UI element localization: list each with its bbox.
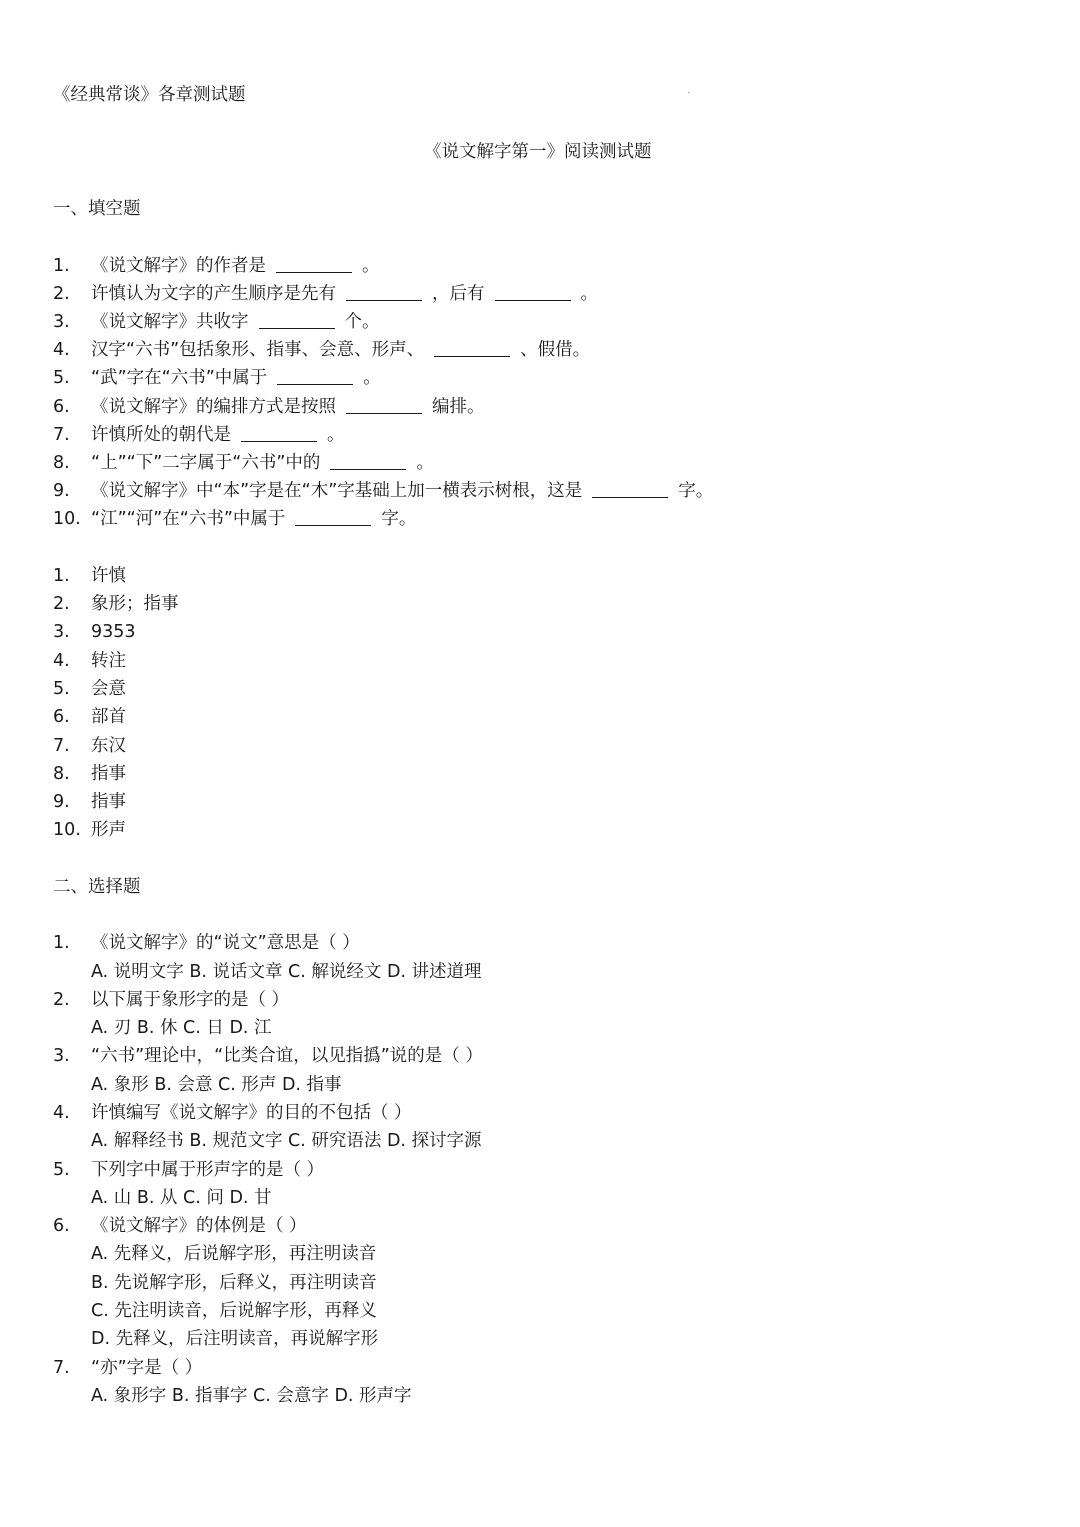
answer-item xyxy=(53,794,126,812)
answer-number: 3. xyxy=(53,622,70,642)
fill-question xyxy=(53,455,434,473)
question-number: 3. xyxy=(53,312,70,332)
question-text: 许慎认为文字的产生顺序是先有 xyxy=(91,284,336,304)
answer-number: 8. xyxy=(53,764,70,784)
question-number: 6. xyxy=(53,1216,70,1236)
answer-number: 4. xyxy=(53,651,70,671)
answer-blank[interactable] xyxy=(592,483,668,498)
choice-question xyxy=(53,1360,202,1378)
answer-text: 象形；指事 xyxy=(91,594,179,614)
question-text: 《说文解字》共收字 xyxy=(91,312,249,332)
answer-blank[interactable] xyxy=(295,511,371,526)
question-number: 8. xyxy=(53,453,70,473)
question-text-end: 。 xyxy=(363,368,381,388)
answer-item xyxy=(53,624,136,642)
answer-item xyxy=(53,681,126,699)
question-text: 下列字中属于形声字的是（ ） xyxy=(91,1160,325,1180)
answer-text: 东汉 xyxy=(91,736,126,756)
question-number: 2. xyxy=(53,990,70,1010)
answer-blank[interactable] xyxy=(434,342,510,357)
question-number: 5. xyxy=(53,1160,70,1180)
fill-question xyxy=(53,286,598,304)
question-text-end: 、假借。 xyxy=(520,340,591,360)
question-number: 2. xyxy=(53,284,70,304)
answer-number: 6. xyxy=(53,707,70,727)
answer-text: 会意 xyxy=(91,679,126,699)
question-text: “亦”字是（ ） xyxy=(91,1358,203,1378)
choice-heading: 二、选择题 xyxy=(53,877,141,897)
choice-question xyxy=(53,1162,324,1180)
stray-mark xyxy=(688,92,689,93)
answer-number: 9. xyxy=(53,792,70,812)
question-number: 10. xyxy=(53,509,81,529)
choice-options: A. 解释经书 B. 规范文字 C. 研究语法 D. 探讨字源 xyxy=(91,1131,482,1151)
fill-heading: 一、填空题 xyxy=(53,199,141,219)
question-text: “武”字在“六书”中属于 xyxy=(91,368,268,388)
question-number: 9. xyxy=(53,481,70,501)
answer-item xyxy=(53,653,126,671)
question-text-end: 字。 xyxy=(381,509,417,529)
answer-number: 7. xyxy=(53,736,70,756)
answer-blank[interactable] xyxy=(259,314,335,329)
question-number: 5. xyxy=(53,368,70,388)
answer-blank[interactable] xyxy=(495,286,571,301)
question-number: 3. xyxy=(53,1046,70,1066)
answer-item xyxy=(53,596,179,614)
question-number: 7. xyxy=(53,425,70,445)
question-text-end: 字。 xyxy=(678,481,714,501)
section-title: 《说文解字第一》阅读测试题 xyxy=(424,142,652,162)
question-text-end: 编排。 xyxy=(432,397,485,417)
choice-options: A. 山 B. 从 C. 问 D. 甘 xyxy=(91,1188,272,1208)
choice-option: A. 先释义，后说解字形，再注明读音 xyxy=(91,1244,377,1264)
answer-item xyxy=(53,766,126,784)
question-text: 汉字“六书”包括象形、指事、会意、形声、 xyxy=(91,340,425,360)
answer-blank[interactable] xyxy=(276,258,352,273)
question-number: 1. xyxy=(53,933,70,953)
answer-item xyxy=(53,709,126,727)
question-number: 1. xyxy=(53,256,70,276)
question-text-mid: ，后有 xyxy=(432,284,485,304)
answer-item xyxy=(53,568,126,586)
answer-number: 1. xyxy=(53,566,70,586)
question-text: 《说文解字》的体例是（ ） xyxy=(91,1216,307,1236)
choice-option: B. 先说解字形，后释义，再注明读音 xyxy=(91,1273,377,1293)
fill-question xyxy=(53,258,380,276)
answer-number: 5. xyxy=(53,679,70,699)
question-text: 《说文解字》中“本”字是在“木”字基础上加一横表示树根，这是 xyxy=(91,481,583,501)
question-text: 许慎编写《说文解字》的目的不包括（ ） xyxy=(91,1103,412,1123)
answer-text: 部首 xyxy=(91,707,126,727)
question-text: 《说文解字》的“说文”意思是（ ） xyxy=(91,933,360,953)
answer-blank[interactable] xyxy=(277,370,353,385)
choice-question xyxy=(53,1048,483,1066)
fill-question xyxy=(53,370,381,388)
answer-blank[interactable] xyxy=(346,399,422,414)
question-number: 4. xyxy=(53,340,70,360)
choice-options: A. 象形 B. 会意 C. 形声 D. 指事 xyxy=(91,1075,342,1095)
question-number: 6. xyxy=(53,397,70,417)
question-number: 4. xyxy=(53,1103,70,1123)
question-text: 《说文解字》的编排方式是按照 xyxy=(91,397,336,417)
question-text-end: 。 xyxy=(580,284,598,304)
question-text-end: 。 xyxy=(416,453,434,473)
fill-question xyxy=(53,314,380,332)
fill-question xyxy=(53,342,590,360)
answer-number: 2. xyxy=(53,594,70,614)
choice-options: A. 刃 B. 休 C. 日 D. 江 xyxy=(91,1018,272,1038)
question-text: “上”“下”二字属于“六书”中的 xyxy=(91,453,321,473)
fill-question xyxy=(53,483,713,501)
question-text: “六书”理论中，“比类合谊，以见指撝”说的是（ ） xyxy=(91,1046,483,1066)
question-number: 7. xyxy=(53,1358,70,1378)
answer-item xyxy=(53,822,126,840)
choice-question xyxy=(53,935,360,953)
choice-option: D. 先释义，后注明读音，再说解字形 xyxy=(91,1329,379,1349)
answer-blank[interactable] xyxy=(241,427,317,442)
choice-options: A. 象形字 B. 指事字 C. 会意字 D. 形声字 xyxy=(91,1386,412,1406)
answer-text: 许慎 xyxy=(91,566,126,586)
choice-options: A. 说明文字 B. 说话文章 C. 解说经文 D. 讲述道理 xyxy=(91,962,482,982)
answer-text: 转注 xyxy=(91,651,126,671)
choice-question xyxy=(53,992,289,1010)
answer-text: 指事 xyxy=(91,764,126,784)
question-text: 《说文解字》的作者是 xyxy=(91,256,266,276)
answer-item xyxy=(53,738,126,756)
document-title: 《经典常谈》各章测试题 xyxy=(53,85,246,105)
answer-number: 10. xyxy=(53,820,81,840)
choice-question xyxy=(53,1105,412,1123)
choice-question xyxy=(53,1218,307,1236)
answer-blank[interactable] xyxy=(346,286,422,301)
question-text: 许慎所处的朝代是 xyxy=(91,425,231,445)
question-text: 以下属于象形字的是（ ） xyxy=(91,990,290,1010)
fill-question xyxy=(53,399,485,417)
answer-text: 形声 xyxy=(91,820,126,840)
choice-option: C. 先注明读音，后说解字形，再释义 xyxy=(91,1301,377,1321)
answer-blank[interactable] xyxy=(330,455,406,470)
question-text: “江”“河”在“六书”中属于 xyxy=(91,509,286,529)
question-text-end: 。 xyxy=(327,425,345,445)
fill-question xyxy=(53,511,416,529)
question-text-end: 。 xyxy=(362,256,380,276)
question-text-end: 个。 xyxy=(344,312,380,332)
fill-question xyxy=(53,427,345,445)
answer-text: 9353 xyxy=(91,622,136,642)
answer-text: 指事 xyxy=(91,792,126,812)
